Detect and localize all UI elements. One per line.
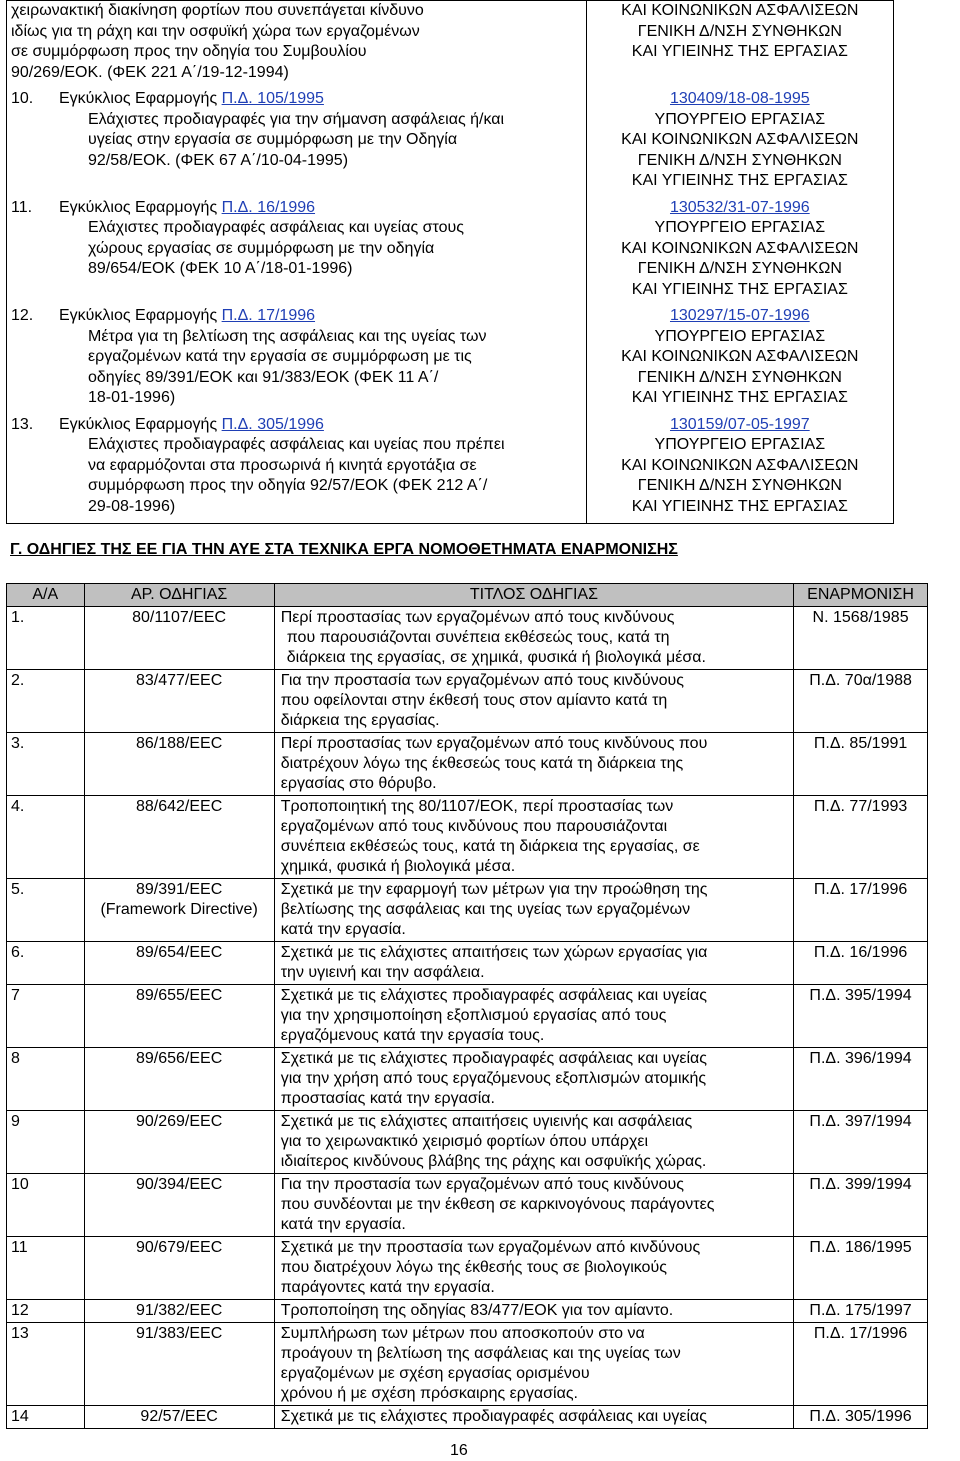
directive-number-line: 91/382/EEC [135, 1302, 223, 1319]
title-line: που διατρέχουν λόγω της έκθεσής τους σε βιολογικούς [280, 1259, 667, 1276]
row-index: 11 [7, 1237, 85, 1300]
title-line: Σχετικά με τις ελάχιστες προδιαγραφές ασφάλειας και υγείας [280, 1408, 707, 1425]
directive-number-line: 86/188/EEC [135, 735, 223, 752]
circular-prefix: Εγκύκλιος Εφαρμογής [59, 198, 222, 216]
directive-number-line: 91/383/EEC [135, 1325, 223, 1342]
directive-number [84, 879, 274, 942]
circular-prefix: Εγκύκλιος Εφαρμογής [59, 307, 222, 324]
text-line: Ελάχιστες προδιαγραφές για την σήμανση ασφάλειας ή/και [88, 110, 505, 128]
table-row [7, 1111, 928, 1174]
text-line: χώρους εργασίας σε συμμόρφωση με την οδηγία [88, 239, 435, 257]
directive-number [84, 1237, 274, 1300]
title-line: διάρκεια της εργασίας, σε χημικά, φυσικά ή βιολογικά μέσα. [286, 649, 706, 666]
harmonization-law: Ν. 1568/1985 [794, 607, 928, 670]
protocol-link[interactable]: 130409/18-08-1995 [669, 90, 810, 107]
directive-number [84, 607, 274, 670]
circular-title [59, 306, 315, 327]
text-line: να εφαρμόζονται στα προσωρινά ή κινητά εργοτάξια σε [88, 456, 477, 474]
directive-title [274, 1237, 793, 1300]
header-directive-title: ΤΙΤΛΟΣ ΟΔΗΓΙΑΣ [274, 584, 793, 607]
title-line: χρόνου ή με σχέση πρόσκαιρης εργασίας. [280, 1385, 578, 1402]
row-index: 2. [7, 670, 85, 733]
protocol-link[interactable]: 130159/07-05-1997 [669, 415, 810, 433]
directive-title [274, 796, 793, 879]
title-line: Συμπλήρωση των μέτρων που αποσκοπούν στο να [280, 1325, 645, 1342]
harmonization-law: Π.Δ. 17/1996 [794, 879, 928, 942]
ministry-line: ΚΑΙ ΚΟΙΝΩΝΙΚΩΝ ΑΣΦΑΛΙΣΕΩΝ [621, 2, 859, 19]
directive-title [274, 942, 793, 985]
ministry-line: ΚΑΙ ΚΟΙΝΩΝΙΚΩΝ ΑΣΦΑΛΙΣΕΩΝ [621, 348, 859, 365]
ministry-line: ΓΕΝΙΚΗ Δ/ΝΣΗ ΣΥΝΘΗΚΩΝ [637, 151, 842, 169]
ministry-line: ΚΑΙ ΥΓΙΕΙΝΗΣ ΤΗΣ ΕΡΓΑΣΙΑΣ [631, 497, 848, 515]
row-index: 6. [7, 942, 85, 985]
directive-title [274, 1048, 793, 1111]
directive-number-line: 90/679/EEC [135, 1239, 223, 1256]
title-line: ιδιαίτερος κινδύνους βλάβης της ράχης και οσφυϊκής χώρας. [280, 1153, 707, 1170]
text-line: 90/269/ΕΟΚ. (ΦΕΚ 221 Α΄/19-12-1994) [11, 63, 289, 81]
directive-number-line: 83/477/EEC [135, 672, 223, 689]
decree-link[interactable]: Π.Δ. 105/1995 [221, 90, 324, 107]
circular-text-cell [7, 89, 587, 198]
circular-row-continued [7, 1, 894, 90]
directive-number [84, 1300, 274, 1323]
circular-number: 11. [11, 198, 33, 216]
title-line: για την χρήση από τους εργαζόμενους εξοπλισμών ατομικής [280, 1070, 707, 1087]
title-line: Για την προστασία των εργαζομένων από τους κινδύνους [280, 672, 684, 689]
title-line: Σχετικά με τις ελάχιστες προδιαγραφές ασφάλειας και υγείας [280, 1050, 707, 1067]
title-line: Σχετικά με την προστασία των εργαζομένων από κινδύνους [280, 1239, 701, 1256]
directive-number [84, 796, 274, 879]
harmonization-law: Π.Δ. 396/1994 [794, 1048, 928, 1111]
circular-prefix: Εγκύκλιος Εφαρμογής [59, 90, 222, 107]
directive-title [274, 985, 793, 1048]
title-line: Τροποποίηση της οδηγίας 83/477/ΕΟΚ για τον αμίαντο. [280, 1302, 674, 1319]
title-line: Περί προστασίας των εργαζομένων από τους κινδύνους [280, 609, 675, 626]
ministry-line: ΓΕΝΙΚΗ Δ/ΝΣΗ ΣΥΝΘΗΚΩΝ [637, 22, 842, 40]
title-line: διατρέχουν λόγω της έκθεσεώς τους κατά τη διάρκεια της [280, 755, 684, 772]
text-line: οδηγίες 89/391/ΕΟΚ και 91/383/ΕΟΚ (ΦΕΚ 11 Α΄/ [88, 368, 439, 386]
directive-title [274, 1111, 793, 1174]
text-line: υγείας στην εργασία σε συμμόρφωση με την Οδηγία [88, 131, 458, 148]
header-aa: Α/Α [7, 584, 85, 607]
table-row [7, 733, 928, 796]
title-line: Σχετικά με τις ελάχιστες προδιαγραφές ασφάλειας και υγείας [280, 987, 707, 1004]
row-index: 13 [7, 1323, 85, 1406]
directive-title [274, 1174, 793, 1237]
circular-title [59, 415, 324, 436]
header-directive-number: ΑΡ. ΟΔΗΓΙΑΣ [84, 584, 274, 607]
circular-description [11, 327, 582, 409]
harmonization-law: Π.Δ. 186/1995 [794, 1237, 928, 1300]
text-line: εργαζομένων κατά την εργασία σε συμμόρφωση με τις [88, 348, 472, 365]
directive-number [84, 733, 274, 796]
ministry-line: ΚΑΙ ΥΓΙΕΙΝΗΣ ΤΗΣ ΕΡΓΑΣΙΑΣ [631, 280, 848, 298]
directive-number [84, 1174, 274, 1237]
text-line: σε συμμόρφωση προς την οδηγία του Συμβουλίου [11, 43, 367, 60]
circular-ref-cell [586, 415, 893, 524]
row-index: 4. [7, 796, 85, 879]
directive-number-line: 89/391/EEC [135, 881, 223, 898]
circular-title [59, 198, 315, 219]
text-line: 89/654/ΕΟΚ (ΦΕΚ 10 Α΄/18-01-1996) [88, 260, 353, 277]
circulars-table [6, 0, 894, 524]
table-row [7, 985, 928, 1048]
directive-number [84, 1406, 274, 1429]
title-line: παράγοντες κατά την εργασία. [280, 1279, 495, 1296]
decree-link[interactable]: Π.Δ. 17/1996 [221, 307, 316, 324]
circular-heading [11, 89, 582, 110]
ministry-line: ΚΑΙ ΚΟΙΝΩΝΙΚΩΝ ΑΣΦΑΛΙΣΕΩΝ [621, 239, 859, 257]
directive-number-line: 89/655/EEC [135, 987, 223, 1004]
harmonization-law: Π.Δ. 85/1991 [794, 733, 928, 796]
harmonization-law: Π.Δ. 397/1994 [794, 1111, 928, 1174]
header-harmonization: ΕΝΑΡΜΟΝΙΣΗ [794, 584, 928, 607]
table-row [7, 1300, 928, 1323]
table-row [7, 796, 928, 879]
harmonization-law: Π.Δ. 77/1993 [794, 796, 928, 879]
directive-number [84, 1323, 274, 1406]
circular-heading [11, 306, 582, 327]
circular-description [11, 110, 582, 172]
table-row [7, 879, 928, 942]
ministry-line: ΚΑΙ ΚΟΙΝΩΝΙΚΩΝ ΑΣΦΑΛΙΣΕΩΝ [621, 131, 859, 148]
circular-text-cell [7, 198, 587, 307]
harmonization-law: Π.Δ. 16/1996 [794, 942, 928, 985]
title-line: συνέπεια εκθέσεώς τους, κατά τη διάρκεια της εργασίας, σε [280, 838, 700, 855]
directive-title [274, 879, 793, 942]
table-row [7, 1323, 928, 1406]
directive-number-line: 88/642/EEC [135, 798, 223, 815]
ministry-line: ΥΠΟΥΡΓΕΙΟ ΕΡΓΑΣΙΑΣ [654, 436, 826, 453]
row-index: 9 [7, 1111, 85, 1174]
circular-ref-cell [586, 89, 893, 198]
title-line: διάρκεια της εργασίας. [280, 712, 440, 729]
title-line: που οφείλονται στην έκθεσή τους στον αμίαντο κατά τη [280, 692, 668, 709]
table-row [7, 1237, 928, 1300]
directives-header-row [7, 584, 928, 607]
circular-text-cell [7, 1, 587, 90]
protocol-link[interactable]: 130532/31-07-1996 [669, 198, 810, 216]
circular-heading [11, 415, 582, 436]
section-heading: Γ. ΟΔΗΓΙΕΣ ΤΗΣ ΕΕ ΓΙΑ ΤΗΝ ΑΥΕ ΣΤΑ ΤΕΧΝΙΚΑ ΕΡΓΑ ΝΟΜΟΘΕΤΗΜΑΤΑ ΕΝΑΡΜΟΝΙΣΗΣ [10, 541, 678, 558]
title-line: Σχετικά με την εφαρμογή των μέτρων για την προώθηση της [280, 881, 708, 898]
circular-ref-cell [586, 306, 893, 415]
directive-number-line: 80/1107/EEC [132, 609, 227, 626]
text-line: συμμόρφωση προς την οδηγία 92/57/ΕΟΚ (ΦΕΚ 212 Α΄/ [88, 477, 488, 494]
harmonization-law: Π.Δ. 175/1997 [794, 1300, 928, 1323]
text-line: ιδίως για τη ράχη και την οσφυϊκή χώρα των εργαζομένων [11, 22, 420, 40]
directive-number-line: (Framework Directive) [100, 901, 258, 918]
title-line: προάγουν τη βελτίωση της ασφάλειας και της υγείας των [280, 1345, 681, 1362]
directive-number [84, 985, 274, 1048]
row-index: 8 [7, 1048, 85, 1111]
ministry-line: ΥΠΟΥΡΓΕΙΟ ΕΡΓΑΣΙΑΣ [654, 327, 826, 345]
directives-table [6, 583, 928, 1429]
title-line: που παρουσιάζονται συνέπεια εκθέσεώς τους, κατά τη [286, 629, 670, 646]
row-index: 5. [7, 879, 85, 942]
directive-title [274, 1300, 793, 1323]
title-line: προστασίας κατά την εργασία. [280, 1090, 495, 1107]
directive-number-line: 89/656/EEC [135, 1050, 223, 1067]
title-line: για την χρησιμοποίηση εξοπλισμού εργασίας από τους [280, 1007, 667, 1024]
circular-heading [11, 198, 582, 219]
directive-title [274, 1406, 793, 1429]
table-row [7, 1048, 928, 1111]
harmonization-law: Π.Δ. 305/1996 [794, 1406, 928, 1429]
row-index: 14 [7, 1406, 85, 1429]
row-index: 3. [7, 733, 85, 796]
circular-row [7, 415, 894, 524]
ministry-line: ΚΑΙ ΥΓΙΕΙΝΗΣ ΤΗΣ ΕΡΓΑΣΙΑΣ [631, 172, 848, 189]
title-line: εργαζομένων με σχέση εργασίας ορισμένου [280, 1365, 590, 1382]
title-line: εργαζόμενους κατά την εργασία τους. [280, 1027, 545, 1044]
row-index: 12 [7, 1300, 85, 1323]
table-row [7, 607, 928, 670]
title-line: Τροποποιητική της 80/1107/ΕΟΚ, περί προστασίας των [280, 798, 674, 815]
title-line: Για την προστασία των εργαζομένων από τους κινδύνους [280, 1176, 684, 1193]
directive-title [274, 670, 793, 733]
table-row [7, 942, 928, 985]
ministry-line: ΓΕΝΙΚΗ Δ/ΝΣΗ ΣΥΝΘΗΚΩΝ [637, 260, 842, 277]
circular-description [11, 218, 582, 280]
harmonization-law: Π.Δ. 70α/1988 [794, 670, 928, 733]
protocol-link[interactable]: 130297/15-07-1996 [669, 307, 810, 324]
directive-number [84, 1048, 274, 1111]
circular-row [7, 89, 894, 198]
harmonization-law: Π.Δ. 399/1994 [794, 1174, 928, 1237]
circular-description [11, 435, 582, 517]
table-row [7, 1174, 928, 1237]
row-index: 1. [7, 607, 85, 670]
decree-link[interactable]: Π.Δ. 16/1996 [221, 198, 316, 216]
circular-ref-cell [586, 198, 893, 307]
harmonization-law: Π.Δ. 17/1996 [794, 1323, 928, 1406]
page-number: 16 [450, 1442, 468, 1459]
title-line: κατά την εργασία. [280, 1216, 406, 1233]
title-line: που συνδέονται με την έκθεση σε καρκινογόνους παράγοντες [280, 1196, 715, 1213]
circular-number: 10. [11, 90, 34, 107]
circular-row [7, 306, 894, 415]
ministry-line: ΓΕΝΙΚΗ Δ/ΝΣΗ ΣΥΝΘΗΚΩΝ [637, 368, 842, 386]
title-line: Σχετικά με τις ελάχιστες απαιτήσεις των χώρων εργασίας για [280, 944, 708, 961]
table-row [7, 670, 928, 733]
circular-title [59, 89, 324, 110]
directive-title [274, 1323, 793, 1406]
directive-title [274, 607, 793, 670]
directive-number [84, 942, 274, 985]
text-line: 18-01-1996) [88, 389, 176, 406]
text-line: Ελάχιστες προδιαγραφές ασφάλειας και υγείας στους [88, 219, 464, 236]
directive-number-line: 92/57/EEC [140, 1408, 218, 1425]
directive-number [84, 670, 274, 733]
circular-row [7, 198, 894, 307]
ministry-line: ΥΠΟΥΡΓΕΙΟ ΕΡΓΑΣΙΑΣ [654, 110, 826, 128]
title-line: Περί προστασίας των εργαζομένων από τους κινδύνους που [280, 735, 708, 752]
title-line: Σχετικά με τις ελάχιστες απαιτήσεις υγιεινής και ασφάλειας [280, 1113, 693, 1130]
ministry-line: ΚΑΙ ΥΓΙΕΙΝΗΣ ΤΗΣ ΕΡΓΑΣΙΑΣ [631, 389, 848, 406]
title-line: εργασίας στο θόρυβο. [280, 775, 437, 792]
ministry-line: ΚΑΙ ΚΟΙΝΩΝΙΚΩΝ ΑΣΦΑΛΙΣΕΩΝ [621, 456, 859, 474]
directive-title [274, 733, 793, 796]
row-index: 10 [7, 1174, 85, 1237]
circular-ref-cell [586, 1, 893, 90]
title-line: κατά την εργασία. [280, 921, 406, 938]
directive-number-line: 90/394/EEC [135, 1176, 223, 1193]
circular-number: 12. [11, 307, 34, 324]
text-line: 92/58/ΕΟΚ. (ΦΕΚ 67 Α΄/10-04-1995) [88, 151, 349, 169]
title-line: χημικά, φυσικά ή βιολογικά μέσα. [280, 858, 516, 875]
title-line: εργαζομένων από τους κινδύνους που παρουσιάζονται [280, 818, 668, 835]
title-line: βελτίωσης της ασφάλειας και της υγείας των εργαζομένων [280, 901, 691, 918]
ministry-line: ΚΑΙ ΥΓΙΕΙΝΗΣ ΤΗΣ ΕΡΓΑΣΙΑΣ [631, 43, 848, 60]
directive-number-line: 90/269/EEC [135, 1113, 223, 1130]
row-index: 7 [7, 985, 85, 1048]
text-line: χειρωνακτική διακίνηση φορτίων που συνεπάγεται κίνδυνο [11, 2, 424, 19]
circular-number: 13. [11, 415, 34, 433]
text-line: 29-08-1996) [88, 497, 176, 515]
directive-number [84, 1111, 274, 1174]
table-row [7, 1406, 928, 1429]
harmonization-law: Π.Δ. 395/1994 [794, 985, 928, 1048]
directive-number-line: 89/654/EEC [135, 944, 223, 961]
circular-prefix: Εγκύκλιος Εφαρμογής [59, 415, 222, 433]
text-line: Μέτρα για τη βελτίωση της ασφάλειας και της υγείας των [88, 327, 487, 345]
title-line: για το χειρωνακτικό χειρισμό φορτίων όπου υπάρχει [280, 1133, 649, 1150]
circular-text-cell [7, 415, 587, 524]
title-line: την υγιεινή και την ασφάλεια. [280, 964, 485, 981]
ministry-line: ΓΕΝΙΚΗ Δ/ΝΣΗ ΣΥΝΘΗΚΩΝ [637, 477, 842, 494]
decree-link[interactable]: Π.Δ. 305/1996 [221, 415, 324, 433]
text-line: Ελάχιστες προδιαγραφές ασφάλειας και υγείας που πρέπει [88, 436, 505, 453]
ministry-line: ΥΠΟΥΡΓΕΙΟ ΕΡΓΑΣΙΑΣ [654, 219, 826, 236]
circular-text-cell [7, 306, 587, 415]
